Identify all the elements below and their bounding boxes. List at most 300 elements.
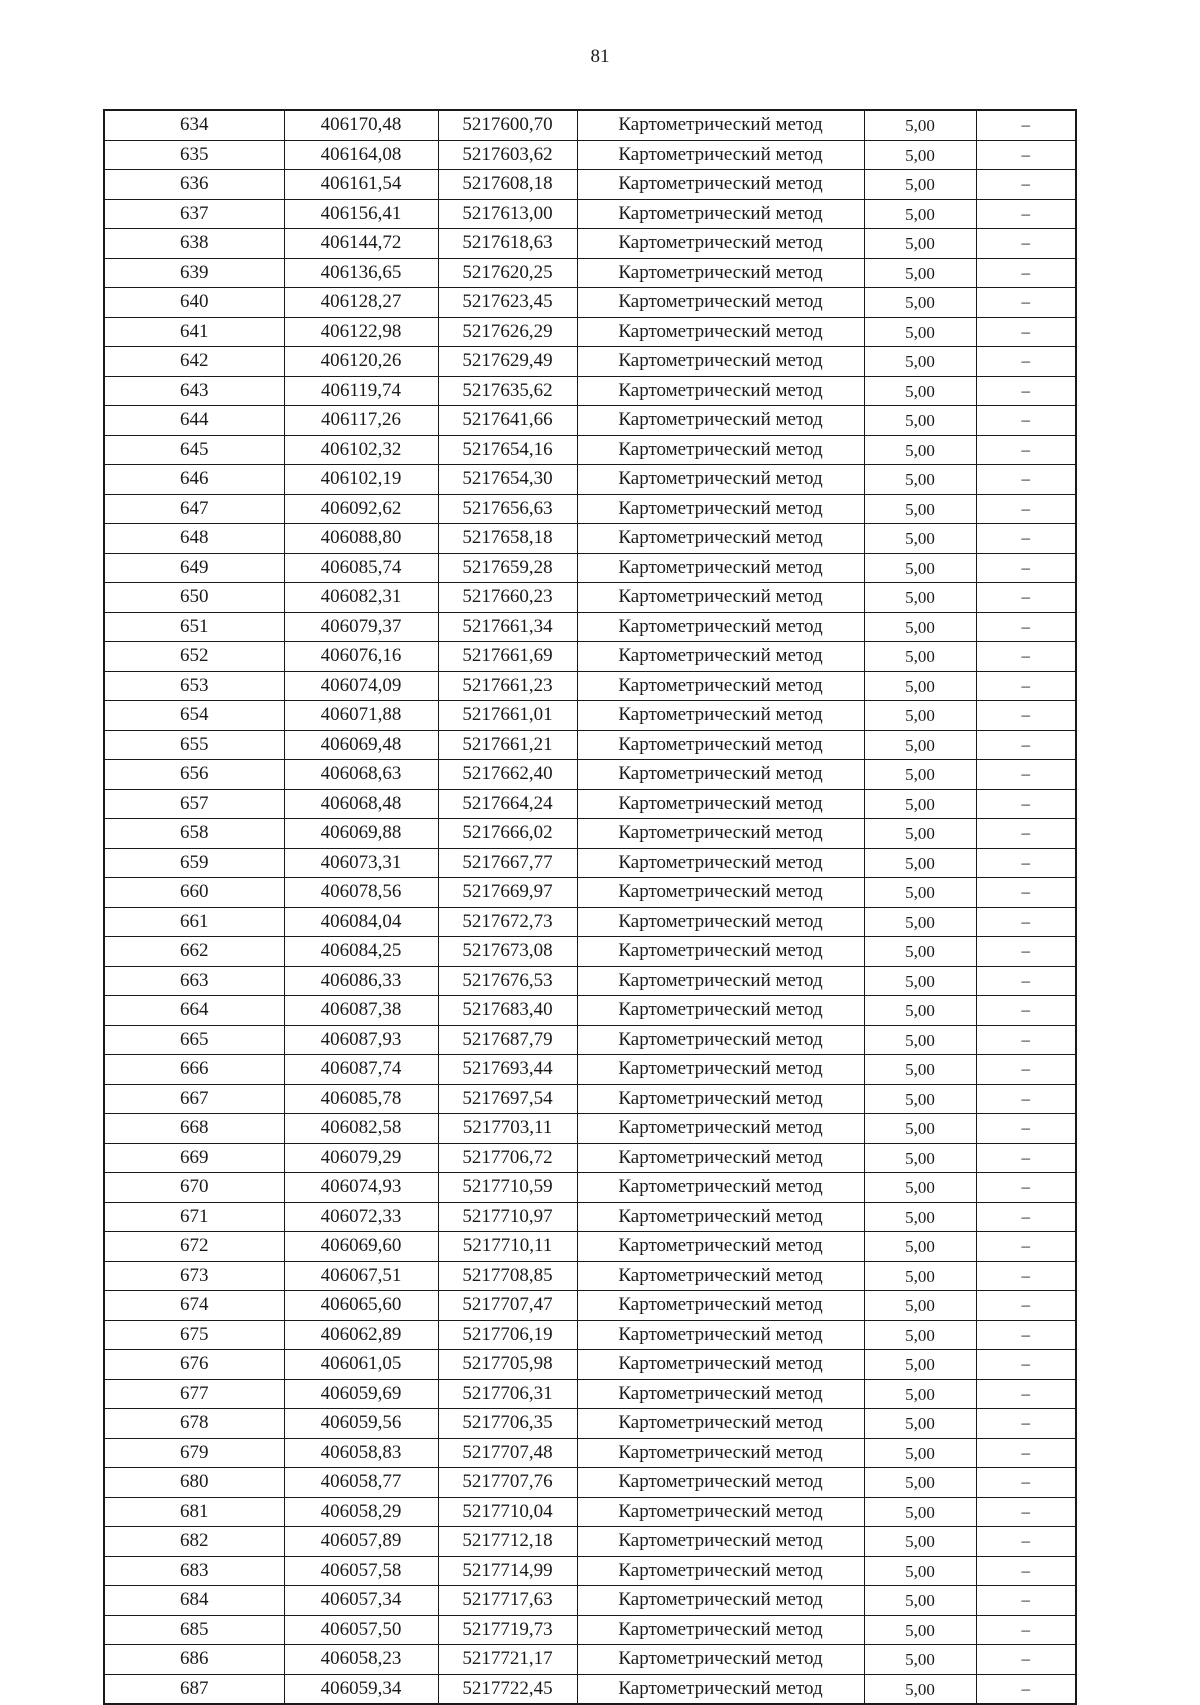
table-row	[104, 258, 1076, 288]
table-row	[104, 347, 1076, 377]
point-number-cell: 681	[104, 1497, 284, 1527]
note-cell: –	[976, 1645, 1076, 1675]
y-coordinate-cell: 5217710,97	[438, 1202, 577, 1232]
x-coordinate-cell: 406087,74	[284, 1055, 438, 1085]
x-coordinate-cell: 406059,56	[284, 1409, 438, 1439]
point-number-cell: 660	[104, 878, 284, 908]
point-number-cell: 649	[104, 553, 284, 583]
point-number-cell: 677	[104, 1379, 284, 1409]
method-cell: Картометрический метод	[577, 1084, 864, 1114]
accuracy-cell: 5,00	[864, 376, 976, 406]
method-cell: Картометрический метод	[577, 1114, 864, 1144]
x-coordinate-cell: 406087,93	[284, 1025, 438, 1055]
x-coordinate-cell: 406073,31	[284, 848, 438, 878]
table-row	[104, 1645, 1076, 1675]
note-cell: –	[976, 1674, 1076, 1704]
x-coordinate-cell: 406087,38	[284, 996, 438, 1026]
point-number-cell: 667	[104, 1084, 284, 1114]
accuracy-cell: 5,00	[864, 1025, 976, 1055]
y-coordinate-cell: 5217608,18	[438, 170, 577, 200]
note-cell: –	[976, 730, 1076, 760]
note-cell: –	[976, 583, 1076, 613]
x-coordinate-cell: 406084,04	[284, 907, 438, 937]
table-row	[104, 966, 1076, 996]
x-coordinate-cell: 406072,33	[284, 1202, 438, 1232]
y-coordinate-cell: 5217672,73	[438, 907, 577, 937]
x-coordinate-cell: 406161,54	[284, 170, 438, 200]
table-row	[104, 1556, 1076, 1586]
y-coordinate-cell: 5217676,53	[438, 966, 577, 996]
method-cell: Картометрический метод	[577, 1379, 864, 1409]
y-coordinate-cell: 5217697,54	[438, 1084, 577, 1114]
point-number-cell: 644	[104, 406, 284, 436]
method-cell: Картометрический метод	[577, 819, 864, 849]
y-coordinate-cell: 5217661,21	[438, 730, 577, 760]
y-coordinate-cell: 5217620,25	[438, 258, 577, 288]
accuracy-cell: 5,00	[864, 170, 976, 200]
y-coordinate-cell: 5217710,04	[438, 1497, 577, 1527]
method-cell: Картометрический метод	[577, 140, 864, 170]
point-number-cell: 645	[104, 435, 284, 465]
note-cell: –	[976, 1556, 1076, 1586]
note-cell: –	[976, 1350, 1076, 1380]
accuracy-cell: 5,00	[864, 966, 976, 996]
method-cell: Картометрический метод	[577, 1025, 864, 1055]
y-coordinate-cell: 5217661,69	[438, 642, 577, 672]
x-coordinate-cell: 406057,89	[284, 1527, 438, 1557]
point-number-cell: 658	[104, 819, 284, 849]
note-cell: –	[976, 819, 1076, 849]
note-cell: –	[976, 1025, 1076, 1055]
y-coordinate-cell: 5217661,34	[438, 612, 577, 642]
y-coordinate-cell: 5217703,11	[438, 1114, 577, 1144]
table-row	[104, 907, 1076, 937]
y-coordinate-cell: 5217656,63	[438, 494, 577, 524]
table-row	[104, 671, 1076, 701]
note-cell: –	[976, 229, 1076, 259]
accuracy-cell: 5,00	[864, 760, 976, 790]
x-coordinate-cell: 406059,34	[284, 1674, 438, 1704]
method-cell: Картометрический метод	[577, 406, 864, 436]
point-number-cell: 671	[104, 1202, 284, 1232]
accuracy-cell: 5,00	[864, 199, 976, 229]
accuracy-cell: 5,00	[864, 317, 976, 347]
method-cell: Картометрический метод	[577, 1468, 864, 1498]
method-cell: Картометрический метод	[577, 1350, 864, 1380]
point-number-cell: 679	[104, 1438, 284, 1468]
table-row	[104, 1173, 1076, 1203]
y-coordinate-cell: 5217626,29	[438, 317, 577, 347]
method-cell: Картометрический метод	[577, 524, 864, 554]
table-row	[104, 1025, 1076, 1055]
y-coordinate-cell: 5217664,24	[438, 789, 577, 819]
y-coordinate-cell: 5217707,47	[438, 1291, 577, 1321]
x-coordinate-cell: 406120,26	[284, 347, 438, 377]
table-row	[104, 465, 1076, 495]
method-cell: Картометрический метод	[577, 937, 864, 967]
point-number-cell: 640	[104, 288, 284, 318]
y-coordinate-cell: 5217721,17	[438, 1645, 577, 1675]
accuracy-cell: 5,00	[864, 1379, 976, 1409]
note-cell: –	[976, 642, 1076, 672]
method-cell: Картометрический метод	[577, 1586, 864, 1616]
point-number-cell: 647	[104, 494, 284, 524]
table-row	[104, 229, 1076, 259]
method-cell: Картометрический метод	[577, 1674, 864, 1704]
method-cell: Картометрический метод	[577, 465, 864, 495]
point-number-cell: 676	[104, 1350, 284, 1380]
x-coordinate-cell: 406067,51	[284, 1261, 438, 1291]
x-coordinate-cell: 406062,89	[284, 1320, 438, 1350]
point-number-cell: 659	[104, 848, 284, 878]
point-number-cell: 646	[104, 465, 284, 495]
table-row	[104, 1468, 1076, 1498]
y-coordinate-cell: 5217710,59	[438, 1173, 577, 1203]
note-cell: –	[976, 1143, 1076, 1173]
accuracy-cell: 5,00	[864, 1055, 976, 1085]
y-coordinate-cell: 5217613,00	[438, 199, 577, 229]
note-cell: –	[976, 701, 1076, 731]
y-coordinate-cell: 5217659,28	[438, 553, 577, 583]
table-row	[104, 642, 1076, 672]
table-row	[104, 1202, 1076, 1232]
x-coordinate-cell: 406082,58	[284, 1114, 438, 1144]
point-number-cell: 687	[104, 1674, 284, 1704]
x-coordinate-cell: 406136,65	[284, 258, 438, 288]
point-number-cell: 665	[104, 1025, 284, 1055]
point-number-cell: 683	[104, 1556, 284, 1586]
point-number-cell: 666	[104, 1055, 284, 1085]
point-number-cell: 650	[104, 583, 284, 613]
accuracy-cell: 5,00	[864, 1084, 976, 1114]
method-cell: Картометрический метод	[577, 1645, 864, 1675]
accuracy-cell: 5,00	[864, 494, 976, 524]
point-number-cell: 637	[104, 199, 284, 229]
note-cell: –	[976, 848, 1076, 878]
method-cell: Картометрический метод	[577, 1320, 864, 1350]
y-coordinate-cell: 5217673,08	[438, 937, 577, 967]
x-coordinate-cell: 406071,88	[284, 701, 438, 731]
note-cell: –	[976, 1438, 1076, 1468]
table-row	[104, 140, 1076, 170]
table-row	[104, 110, 1076, 140]
note-cell: –	[976, 494, 1076, 524]
y-coordinate-cell: 5217623,45	[438, 288, 577, 318]
note-cell: –	[976, 612, 1076, 642]
table-row	[104, 1674, 1076, 1704]
accuracy-cell: 5,00	[864, 789, 976, 819]
method-cell: Картометрический метод	[577, 1173, 864, 1203]
point-number-cell: 648	[104, 524, 284, 554]
method-cell: Картометрический метод	[577, 435, 864, 465]
accuracy-cell: 5,00	[864, 1556, 976, 1586]
method-cell: Картометрический метод	[577, 1143, 864, 1173]
table-row	[104, 701, 1076, 731]
x-coordinate-cell: 406085,74	[284, 553, 438, 583]
y-coordinate-cell: 5217654,30	[438, 465, 577, 495]
table-row	[104, 524, 1076, 554]
note-cell: –	[976, 878, 1076, 908]
y-coordinate-cell: 5217717,63	[438, 1586, 577, 1616]
point-number-cell: 643	[104, 376, 284, 406]
table-row	[104, 1586, 1076, 1616]
x-coordinate-cell: 406122,98	[284, 317, 438, 347]
x-coordinate-cell: 406058,23	[284, 1645, 438, 1675]
accuracy-cell: 5,00	[864, 671, 976, 701]
y-coordinate-cell: 5217667,77	[438, 848, 577, 878]
y-coordinate-cell: 5217707,48	[438, 1438, 577, 1468]
y-coordinate-cell: 5217712,18	[438, 1527, 577, 1557]
y-coordinate-cell: 5217719,73	[438, 1615, 577, 1645]
method-cell: Картометрический метод	[577, 1055, 864, 1085]
point-number-cell: 680	[104, 1468, 284, 1498]
method-cell: Картометрический метод	[577, 1202, 864, 1232]
x-coordinate-cell: 406128,27	[284, 288, 438, 318]
y-coordinate-cell: 5217662,40	[438, 760, 577, 790]
x-coordinate-cell: 406069,48	[284, 730, 438, 760]
accuracy-cell: 5,00	[864, 583, 976, 613]
method-cell: Картометрический метод	[577, 288, 864, 318]
accuracy-cell: 5,00	[864, 406, 976, 436]
accuracy-cell: 5,00	[864, 819, 976, 849]
method-cell: Картометрический метод	[577, 1438, 864, 1468]
x-coordinate-cell: 406079,29	[284, 1143, 438, 1173]
method-cell: Картометрический метод	[577, 966, 864, 996]
y-coordinate-cell: 5217714,99	[438, 1556, 577, 1586]
accuracy-cell: 5,00	[864, 1320, 976, 1350]
note-cell: –	[976, 1055, 1076, 1085]
y-coordinate-cell: 5217693,44	[438, 1055, 577, 1085]
y-coordinate-cell: 5217706,35	[438, 1409, 577, 1439]
x-coordinate-cell: 406058,83	[284, 1438, 438, 1468]
point-number-cell: 674	[104, 1291, 284, 1321]
x-coordinate-cell: 406069,60	[284, 1232, 438, 1262]
method-cell: Картометрический метод	[577, 1291, 864, 1321]
x-coordinate-cell: 406088,80	[284, 524, 438, 554]
y-coordinate-cell: 5217654,16	[438, 435, 577, 465]
note-cell: –	[976, 199, 1076, 229]
x-coordinate-cell: 406117,26	[284, 406, 438, 436]
method-cell: Картометрический метод	[577, 701, 864, 731]
table-row	[104, 1055, 1076, 1085]
method-cell: Картометрический метод	[577, 170, 864, 200]
accuracy-cell: 5,00	[864, 347, 976, 377]
accuracy-cell: 5,00	[864, 229, 976, 259]
note-cell: –	[976, 1379, 1076, 1409]
accuracy-cell: 5,00	[864, 1645, 976, 1675]
accuracy-cell: 5,00	[864, 907, 976, 937]
table-row	[104, 1350, 1076, 1380]
y-coordinate-cell: 5217666,02	[438, 819, 577, 849]
y-coordinate-cell: 5217683,40	[438, 996, 577, 1026]
table-row	[104, 1232, 1076, 1262]
x-coordinate-cell: 406102,32	[284, 435, 438, 465]
accuracy-cell: 5,00	[864, 1261, 976, 1291]
method-cell: Картометрический метод	[577, 199, 864, 229]
y-coordinate-cell: 5217635,62	[438, 376, 577, 406]
note-cell: –	[976, 376, 1076, 406]
x-coordinate-cell: 406086,33	[284, 966, 438, 996]
note-cell: –	[976, 789, 1076, 819]
method-cell: Картометрический метод	[577, 258, 864, 288]
note-cell: –	[976, 553, 1076, 583]
accuracy-cell: 5,00	[864, 1232, 976, 1262]
table-row	[104, 288, 1076, 318]
x-coordinate-cell: 406074,93	[284, 1173, 438, 1203]
y-coordinate-cell: 5217618,63	[438, 229, 577, 259]
point-number-cell: 634	[104, 110, 284, 140]
accuracy-cell: 5,00	[864, 435, 976, 465]
accuracy-cell: 5,00	[864, 1409, 976, 1439]
method-cell: Картометрический метод	[577, 1409, 864, 1439]
table-row	[104, 1291, 1076, 1321]
note-cell: –	[976, 465, 1076, 495]
x-coordinate-cell: 406059,69	[284, 1379, 438, 1409]
accuracy-cell: 5,00	[864, 140, 976, 170]
note-cell: –	[976, 140, 1076, 170]
method-cell: Картометрический метод	[577, 317, 864, 347]
note-cell: –	[976, 406, 1076, 436]
table-row	[104, 878, 1076, 908]
note-cell: –	[976, 1261, 1076, 1291]
y-coordinate-cell: 5217722,45	[438, 1674, 577, 1704]
note-cell: –	[976, 347, 1076, 377]
point-number-cell: 661	[104, 907, 284, 937]
point-number-cell: 652	[104, 642, 284, 672]
point-number-cell: 636	[104, 170, 284, 200]
x-coordinate-cell: 406164,08	[284, 140, 438, 170]
x-coordinate-cell: 406102,19	[284, 465, 438, 495]
y-coordinate-cell: 5217629,49	[438, 347, 577, 377]
note-cell: –	[976, 110, 1076, 140]
note-cell: –	[976, 435, 1076, 465]
point-number-cell: 675	[104, 1320, 284, 1350]
note-cell: –	[976, 671, 1076, 701]
method-cell: Картометрический метод	[577, 110, 864, 140]
method-cell: Картометрический метод	[577, 730, 864, 760]
table-row	[104, 1615, 1076, 1645]
note-cell: –	[976, 966, 1076, 996]
method-cell: Картометрический метод	[577, 1261, 864, 1291]
method-cell: Картометрический метод	[577, 494, 864, 524]
x-coordinate-cell: 406119,74	[284, 376, 438, 406]
table-row	[104, 1497, 1076, 1527]
note-cell: –	[976, 1114, 1076, 1144]
point-number-cell: 655	[104, 730, 284, 760]
note-cell: –	[976, 524, 1076, 554]
note-cell: –	[976, 1173, 1076, 1203]
table-row	[104, 789, 1076, 819]
note-cell: –	[976, 1615, 1076, 1645]
table-row	[104, 317, 1076, 347]
x-coordinate-cell: 406058,77	[284, 1468, 438, 1498]
method-cell: Картометрический метод	[577, 996, 864, 1026]
table-row	[104, 494, 1076, 524]
table-row	[104, 583, 1076, 613]
note-cell: –	[976, 907, 1076, 937]
method-cell: Картометрический метод	[577, 907, 864, 937]
accuracy-cell: 5,00	[864, 258, 976, 288]
accuracy-cell: 5,00	[864, 1173, 976, 1203]
method-cell: Картометрический метод	[577, 1232, 864, 1262]
accuracy-cell: 5,00	[864, 612, 976, 642]
method-cell: Картометрический метод	[577, 642, 864, 672]
accuracy-cell: 5,00	[864, 553, 976, 583]
note-cell: –	[976, 1586, 1076, 1616]
table-row	[104, 1527, 1076, 1557]
table-row	[104, 1438, 1076, 1468]
note-cell: –	[976, 1084, 1076, 1114]
table-row	[104, 612, 1076, 642]
y-coordinate-cell: 5217710,11	[438, 1232, 577, 1262]
note-cell: –	[976, 288, 1076, 318]
accuracy-cell: 5,00	[864, 1438, 976, 1468]
y-coordinate-cell: 5217706,72	[438, 1143, 577, 1173]
note-cell: –	[976, 1409, 1076, 1439]
method-cell: Картометрический метод	[577, 1556, 864, 1586]
point-number-cell: 639	[104, 258, 284, 288]
method-cell: Картометрический метод	[577, 1497, 864, 1527]
accuracy-cell: 5,00	[864, 1468, 976, 1498]
accuracy-cell: 5,00	[864, 1527, 976, 1557]
y-coordinate-cell: 5217660,23	[438, 583, 577, 613]
x-coordinate-cell: 406092,62	[284, 494, 438, 524]
point-number-cell: 663	[104, 966, 284, 996]
point-number-cell: 662	[104, 937, 284, 967]
method-cell: Картометрический метод	[577, 848, 864, 878]
x-coordinate-cell: 406079,37	[284, 612, 438, 642]
table-row	[104, 937, 1076, 967]
point-number-cell: 654	[104, 701, 284, 731]
table-row	[104, 819, 1076, 849]
accuracy-cell: 5,00	[864, 848, 976, 878]
y-coordinate-cell: 5217705,98	[438, 1350, 577, 1380]
note-cell: –	[976, 760, 1076, 790]
table-row	[104, 1114, 1076, 1144]
y-coordinate-cell: 5217661,01	[438, 701, 577, 731]
note-cell: –	[976, 1527, 1076, 1557]
y-coordinate-cell: 5217707,76	[438, 1468, 577, 1498]
method-cell: Картометрический метод	[577, 583, 864, 613]
x-coordinate-cell: 406057,58	[284, 1556, 438, 1586]
table-row	[104, 996, 1076, 1026]
y-coordinate-cell: 5217658,18	[438, 524, 577, 554]
accuracy-cell: 5,00	[864, 110, 976, 140]
x-coordinate-cell: 406069,88	[284, 819, 438, 849]
point-number-cell: 664	[104, 996, 284, 1026]
accuracy-cell: 5,00	[864, 1497, 976, 1527]
table-row	[104, 553, 1076, 583]
y-coordinate-cell: 5217600,70	[438, 110, 577, 140]
table-row	[104, 848, 1076, 878]
note-cell: –	[976, 1497, 1076, 1527]
coordinates-table	[103, 109, 1077, 1705]
accuracy-cell: 5,00	[864, 1615, 976, 1645]
point-number-cell: 684	[104, 1586, 284, 1616]
x-coordinate-cell: 406076,16	[284, 642, 438, 672]
y-coordinate-cell: 5217603,62	[438, 140, 577, 170]
note-cell: –	[976, 258, 1076, 288]
point-number-cell: 651	[104, 612, 284, 642]
y-coordinate-cell: 5217706,31	[438, 1379, 577, 1409]
y-coordinate-cell: 5217669,97	[438, 878, 577, 908]
table-row	[104, 1409, 1076, 1439]
table-row	[104, 730, 1076, 760]
method-cell: Картометрический метод	[577, 789, 864, 819]
note-cell: –	[976, 937, 1076, 967]
table-row	[104, 1320, 1076, 1350]
y-coordinate-cell: 5217687,79	[438, 1025, 577, 1055]
